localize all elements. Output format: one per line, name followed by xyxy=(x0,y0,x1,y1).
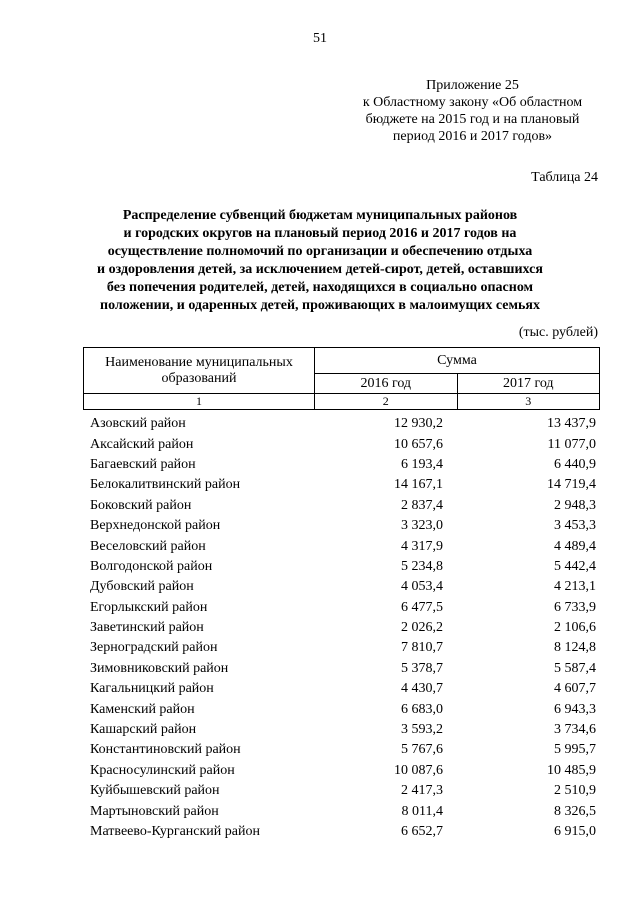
table-row xyxy=(90,496,596,516)
row-value-2017: 5 587,4 xyxy=(554,660,596,676)
row-value-2017: 6 440,9 xyxy=(554,456,596,472)
row-name: Заветинский район xyxy=(90,620,204,636)
table-row xyxy=(90,414,596,434)
row-value-2017: 5 995,7 xyxy=(554,742,596,758)
row-value-2016: 6 193,4 xyxy=(401,456,443,472)
row-value-2017: 6 733,9 xyxy=(554,599,596,615)
row-name: Волгодонской район xyxy=(90,558,213,574)
row-value-2017: 10 485,9 xyxy=(547,762,596,778)
row-name: Матвеево-Курганский район xyxy=(90,824,260,839)
row-value-2016: 3 593,2 xyxy=(401,722,443,738)
row-value-2017: 4 607,7 xyxy=(554,681,596,697)
row-name: Азовский район xyxy=(90,416,186,432)
document-title xyxy=(60,207,580,315)
appendix-reference xyxy=(340,77,605,145)
row-name: Кашарский район xyxy=(90,722,197,738)
header-name-column: Наименование муниципальных образований xyxy=(84,348,315,394)
row-value-2017: 4 213,1 xyxy=(554,579,596,595)
table-row xyxy=(90,475,596,495)
title-line: положении, и одаренных детей, проживающих в малоимущих семьях xyxy=(100,298,540,313)
header-year-2016: 2016 год xyxy=(315,374,458,394)
table-row xyxy=(90,577,596,597)
table-row xyxy=(90,598,596,618)
table-row xyxy=(90,679,596,699)
table-row xyxy=(90,801,596,821)
title-line: без попечения родителей, детей, находящихся в социально опасном xyxy=(106,280,534,295)
row-value-2017: 14 719,4 xyxy=(547,477,596,493)
title-line: Распределение субвенций бюджетам муниципальных районов xyxy=(122,208,518,223)
row-value-2016: 6 683,0 xyxy=(401,701,443,717)
row-value-2017: 2 106,6 xyxy=(554,620,596,636)
table-header xyxy=(83,347,600,410)
table-row xyxy=(90,699,596,719)
appendix-line: к Областному закону «Об областном xyxy=(362,95,583,110)
row-value-2017: 6 915,0 xyxy=(554,824,596,839)
row-value-2017: 13 437,9 xyxy=(547,416,596,432)
row-value-2016: 7 810,7 xyxy=(401,640,443,656)
row-name: Зимовниковский район xyxy=(90,660,229,676)
table-number: Таблица 24 xyxy=(531,170,598,185)
row-name: Зерноградский район xyxy=(90,640,218,656)
row-value-2016: 8 011,4 xyxy=(401,803,443,819)
row-name: Багаевский район xyxy=(90,456,196,472)
appendix-line: период 2016 и 2017 годов» xyxy=(392,129,553,144)
table-row xyxy=(90,557,596,577)
row-value-2016: 5 234,8 xyxy=(401,558,443,574)
row-name: Боковский район xyxy=(90,497,192,513)
row-value-2016: 4 317,9 xyxy=(401,538,443,554)
table-row xyxy=(90,761,596,781)
row-value-2016: 6 652,7 xyxy=(401,824,443,839)
appendix-line: бюджете на 2015 год и на плановый xyxy=(365,112,580,127)
row-name: Мартыновский район xyxy=(90,803,219,819)
row-value-2016: 2 837,4 xyxy=(401,497,443,513)
row-value-2017: 4 489,4 xyxy=(554,538,596,554)
row-value-2016: 5 767,6 xyxy=(401,742,443,758)
title-line: осуществление полномочий по организации и обеспечению отдыха xyxy=(107,244,533,259)
row-value-2017: 5 442,4 xyxy=(554,558,596,574)
row-value-2016: 3 323,0 xyxy=(401,518,443,534)
header-col-number: 3 xyxy=(457,394,600,410)
header-year-2017: 2017 год xyxy=(457,374,600,394)
table-row xyxy=(90,434,596,454)
row-name: Куйбышевский район xyxy=(90,783,220,799)
table-row xyxy=(90,781,596,801)
row-value-2016: 10 657,6 xyxy=(394,436,443,452)
row-name: Каменский район xyxy=(90,701,195,717)
row-name: Красносулинский район xyxy=(90,762,235,778)
row-value-2016: 12 930,2 xyxy=(394,416,443,432)
row-value-2017: 11 077,0 xyxy=(547,436,596,452)
table-row xyxy=(90,659,596,679)
row-name: Верхнедонской район xyxy=(90,518,221,534)
row-name: Белокалитвинский район xyxy=(90,477,241,493)
header-col-number: 1 xyxy=(84,394,315,410)
row-name: Константиновский район xyxy=(90,742,241,758)
row-value-2016: 4 053,4 xyxy=(401,579,443,595)
row-value-2017: 3 734,6 xyxy=(554,722,596,738)
row-value-2017: 2 510,9 xyxy=(554,783,596,799)
row-value-2016: 5 378,7 xyxy=(401,660,443,676)
row-value-2017: 2 948,3 xyxy=(554,497,596,513)
header-sum: Сумма xyxy=(315,348,600,374)
table-row xyxy=(90,536,596,556)
units-label: (тыс. рублей) xyxy=(518,325,598,340)
row-value-2016: 4 430,7 xyxy=(401,681,443,697)
row-value-2017: 3 453,3 xyxy=(554,518,596,534)
table-row xyxy=(90,638,596,658)
table-row xyxy=(90,455,596,475)
page-number: 51 xyxy=(313,31,327,46)
table-body xyxy=(90,414,596,842)
row-value-2016: 14 167,1 xyxy=(394,477,443,493)
table-row xyxy=(90,720,596,740)
row-name: Дубовский район xyxy=(90,579,194,595)
row-value-2017: 8 124,8 xyxy=(554,640,596,656)
row-name: Егорлыкский район xyxy=(90,599,208,615)
table-row xyxy=(90,516,596,536)
header-col-number: 2 xyxy=(315,394,458,410)
title-line: и оздоровления детей, за исключением детей-сирот, детей, оставшихся xyxy=(97,262,543,277)
table-row xyxy=(90,822,596,842)
table-row xyxy=(90,618,596,638)
row-name: Аксайский район xyxy=(90,436,194,452)
row-value-2016: 6 477,5 xyxy=(401,599,443,615)
row-name: Веселовский район xyxy=(90,538,206,554)
row-value-2016: 2 026,2 xyxy=(401,620,443,636)
table-row xyxy=(90,740,596,760)
row-value-2017: 6 943,3 xyxy=(554,701,596,717)
title-line: и городских округов на плановый период 2016 и 2017 годов на xyxy=(123,226,517,241)
row-name: Кагальницкий район xyxy=(90,681,214,697)
row-value-2016: 10 087,6 xyxy=(394,762,443,778)
row-value-2016: 2 417,3 xyxy=(401,783,443,799)
appendix-line: Приложение 25 xyxy=(426,78,519,93)
row-value-2017: 8 326,5 xyxy=(554,803,596,819)
